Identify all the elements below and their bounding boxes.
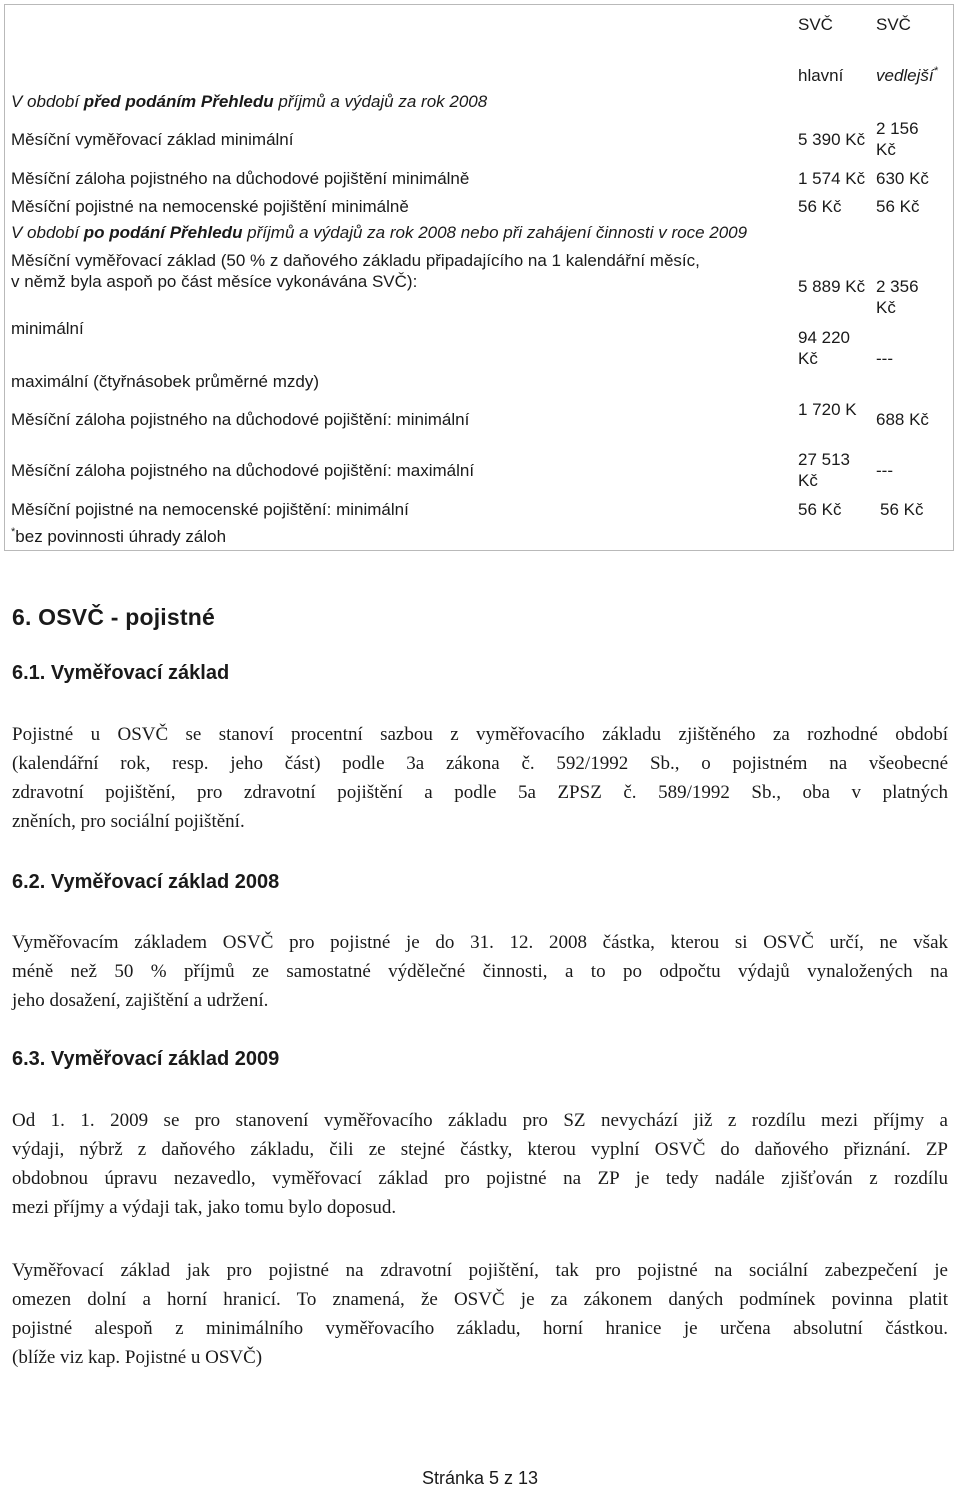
row-value-vedlejsi: 56 Kč [876, 197, 920, 216]
col-header-hlavni: hlavní [798, 66, 844, 85]
zaloha-min-vedlejsi: 688 Kč [876, 410, 929, 429]
max-value-hlavni: 94 220 [798, 328, 850, 347]
row-value-hlavni: 5 390 Kč [798, 130, 866, 149]
zaloha-min-label: Měsíční záloha pojistného na důchodové pojištění: minimální [11, 410, 470, 429]
text-line: Vyměřovací základ jak pro pojistné na zdravotní pojištění, tak pro pojistné na sociální zabezpečení je [12, 1260, 948, 1281]
paragraph-6-3-b [12, 1256, 948, 1372]
text-line: výdaji, nýbrž z daňového základu, čili ze stejné částky, kterou vyplní OSVČ do daňového přiznání. ZP [12, 1139, 948, 1160]
heading-6: 6. OSVČ - pojistné [12, 604, 215, 630]
page-footer: Stránka 5 z 13 [421, 1468, 539, 1488]
base-label-line1: Měsíční vyměřovací základ (50 % z daňového základu připadajícího na 1 kalendářní měsíc, [11, 251, 700, 270]
zaloha-max-hlavni: 27 513 [798, 450, 850, 469]
col-header-svc-side: SVČ [876, 15, 911, 34]
nemocenske-vedlejsi: 56 Kč [880, 500, 924, 519]
max-label: maximální (čtyřnásobek průměrné mzdy) [11, 372, 319, 391]
paragraph-6-3-a [12, 1106, 948, 1222]
text-line: omezen dolní a horní hranicí. To znamená, že OSVČ je za zákonem daných podmínek povinna platit [12, 1289, 948, 1310]
row-label: Měsíční vyměřovací základ minimální [11, 130, 294, 149]
section-heading-after: V období po podání Přehledu příjmů a výdajů za rok 2008 nebo při zahájení činnosti v roce 2009 [11, 223, 748, 242]
text-line: (kalendářní rok, resp. jeho část) podle 3a zákona č. 592/1992 Sb., o pojistném na všeobecné [12, 753, 948, 774]
paragraph-6-1 [12, 720, 948, 836]
text-line: pojistné alespoň z minimálního vyměřovacího základu, horní hranice je určena absolutní částkou. [12, 1318, 948, 1339]
col-header-svc-main: SVČ [798, 15, 833, 34]
row-label: Měsíční záloha pojistného na důchodové pojištění minimálně [11, 169, 470, 188]
text-line: Pojistné u OSVČ se stanoví procentní sazbou z vyměřovacího základu zjištěného za rozhodné období [12, 724, 948, 745]
base-value-vedlejsi: 2 356 [876, 277, 919, 296]
footnote: *bez povinnosti úhrady záloh [11, 526, 227, 546]
heading-6-1: 6.1. Vyměřovací základ [12, 662, 230, 684]
text-line: mezi příjmy a výdaji tak, jako tomu bylo doposud. [12, 1197, 397, 1218]
heading-6-3: 6.3. Vyměřovací základ 2009 [12, 1048, 280, 1070]
row-label: Měsíční pojistné na nemocenské pojištění minimálně [11, 197, 409, 216]
col-header-vedlejsi: vedlejší* [876, 65, 938, 85]
text-line: Od 1. 1. 2009 se pro stanovení vyměřovacího základu pro SZ nevychází již z rozdílu mezi příjmy a [12, 1110, 948, 1131]
zaloha-max-label: Měsíční záloha pojistného na důchodové pojištění: maximální [11, 461, 475, 480]
section-heading-before: V období před podáním Přehledu příjmů a výdajů za rok 2008 [11, 92, 488, 111]
zaloha-max-hlavni-unit: Kč [798, 471, 818, 490]
zaloha-min-hlavni: 1 720 K [798, 400, 857, 419]
min-label: minimální [11, 319, 84, 338]
paragraph-6-2 [12, 928, 948, 1015]
row-value-hlavni: 56 Kč [798, 197, 842, 216]
text-line: méně než 50 % příjmů ze samostatné výdělečné činnosti, a to po odpočtu výdajů vynaložených na [12, 961, 948, 982]
base-value-vedlejsi-unit: Kč [876, 298, 896, 317]
text-line: zněních, pro sociální pojištění. [12, 811, 245, 832]
row-value-vedlejsi-unit: Kč [876, 140, 896, 159]
max-value-hlavni-unit: Kč [798, 349, 818, 368]
text-line: jeho dosažení, zajištění a udržení. [12, 990, 269, 1011]
text-line: obdobnou úpravu nezavedlo, vyměřovací základ pro pojistné na ZP je tedy nadále zjišťován z rozdílu [12, 1168, 948, 1189]
max-value-vedlejsi: --- [876, 349, 893, 368]
base-label-line2: v němž byla aspoň po část měsíce vykonávána SVČ): [11, 272, 418, 291]
contribution-table [4, 4, 954, 551]
row-value-vedlejsi: 630 Kč [876, 169, 929, 188]
zaloha-max-vedlejsi: --- [876, 461, 893, 480]
heading-6-2: 6.2. Vyměřovací základ 2008 [12, 871, 280, 893]
row-value-hlavni: 1 574 Kč [798, 169, 866, 188]
base-value-hlavni: 5 889 Kč [798, 277, 866, 296]
row-value-vedlejsi: 2 156 [876, 119, 919, 138]
nemocenske-label: Měsíční pojistné na nemocenské pojištění: minimální [11, 500, 409, 519]
text-line: (blíže viz kap. Pojistné u OSVČ) [12, 1347, 263, 1368]
text-line: zdravotní pojištění, pro zdravotní pojištění a podle 5a ZPSZ č. 589/1992 Sb., oba v platných [12, 782, 948, 803]
text-line: Vyměřovacím základem OSVČ pro pojistné je do 31. 12. 2008 částka, kterou si OSVČ určí, ne však [12, 932, 948, 953]
nemocenske-hlavni: 56 Kč [798, 500, 842, 519]
